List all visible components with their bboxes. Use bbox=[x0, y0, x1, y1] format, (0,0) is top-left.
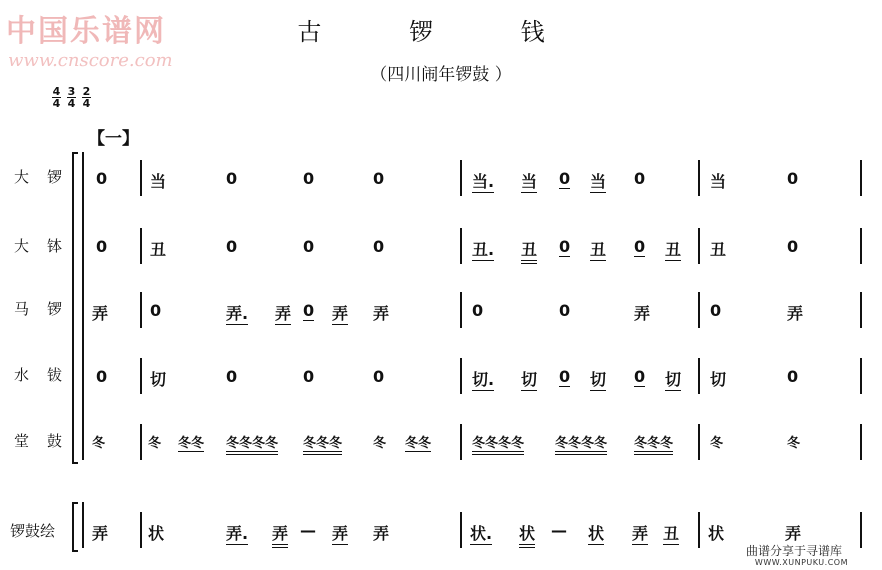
note: 当 bbox=[521, 169, 537, 193]
note: 0 bbox=[634, 367, 646, 386]
barline bbox=[460, 292, 462, 328]
note: 丑 bbox=[665, 237, 681, 261]
note: 冬冬 bbox=[405, 432, 431, 452]
barline bbox=[140, 292, 142, 328]
note: 切 bbox=[710, 370, 727, 389]
note: 冬冬冬冬 bbox=[555, 432, 607, 455]
note: 冬冬冬冬 bbox=[226, 432, 278, 455]
note: 丑 bbox=[150, 240, 167, 259]
instrument-da-bo: 大钵 bbox=[14, 237, 81, 255]
note: 冬冬冬 bbox=[303, 432, 342, 455]
note: 切. bbox=[472, 367, 494, 391]
instrument-ma-luo: 马锣 bbox=[14, 300, 81, 318]
note: 丑 bbox=[710, 240, 727, 259]
note: 弄 bbox=[92, 524, 109, 543]
note: 弄. bbox=[226, 521, 248, 545]
instrument-tang-gu: 堂鼓 bbox=[14, 432, 81, 450]
summary-bracket bbox=[72, 502, 78, 552]
note: 0 bbox=[150, 301, 162, 320]
note: 0 bbox=[226, 237, 238, 256]
note: 0 bbox=[303, 301, 315, 320]
barline bbox=[140, 512, 142, 548]
note: 冬 bbox=[710, 436, 724, 451]
barline bbox=[460, 358, 462, 394]
note: 弄 bbox=[332, 301, 348, 325]
barline bbox=[698, 512, 700, 548]
note: 状 bbox=[588, 521, 604, 545]
barline bbox=[860, 160, 862, 196]
barline bbox=[140, 228, 142, 264]
note: 0 bbox=[787, 367, 799, 386]
summary-start-barline bbox=[82, 502, 84, 548]
barline bbox=[140, 358, 142, 394]
instrument-da-luo: 大锣 bbox=[14, 168, 81, 186]
note: 丑 bbox=[521, 237, 537, 264]
note: 0 bbox=[226, 367, 238, 386]
score-subtitle: （四川闹年锣鼓 ） bbox=[370, 65, 512, 85]
barline bbox=[860, 228, 862, 264]
note: 0 bbox=[472, 301, 484, 320]
barline bbox=[698, 292, 700, 328]
barline bbox=[140, 424, 142, 460]
time-signature-2-4: $\frac{2}{4}$ bbox=[82, 85, 91, 110]
note: 状 bbox=[148, 524, 165, 543]
note: 弄 bbox=[332, 521, 348, 545]
barline bbox=[698, 160, 700, 196]
barline bbox=[698, 228, 700, 264]
note: 当 bbox=[150, 172, 167, 191]
note: 0 bbox=[303, 237, 315, 256]
instrument-luo-gu-hui: 锣鼓绘 bbox=[10, 522, 56, 540]
barline bbox=[698, 358, 700, 394]
note: 丑. bbox=[472, 237, 494, 261]
note: 冬冬 bbox=[178, 432, 204, 452]
note: 0 bbox=[96, 169, 108, 188]
watermark-site-name: 中国乐谱网 bbox=[6, 14, 166, 49]
note: 0 bbox=[559, 169, 571, 188]
note: 弄 bbox=[632, 521, 648, 545]
note: 0 bbox=[373, 237, 385, 256]
note: 冬 bbox=[92, 436, 106, 451]
note: 切 bbox=[665, 367, 681, 391]
note: 弄 bbox=[275, 301, 291, 325]
note: 弄. bbox=[226, 301, 248, 325]
section-label: 【一】 bbox=[88, 129, 139, 149]
note: 冬 bbox=[787, 436, 801, 451]
note: 弄 bbox=[634, 304, 651, 323]
instrument-shui-bo: 水钹 bbox=[14, 366, 81, 384]
note: 0 bbox=[303, 367, 315, 386]
note: 0 bbox=[303, 169, 315, 188]
time-signature-3-4: $\frac{3}{4}$ bbox=[67, 85, 76, 110]
note: 状. bbox=[470, 521, 492, 545]
time-signatures bbox=[52, 86, 91, 109]
note: 弄 bbox=[373, 304, 390, 323]
note: 冬冬冬 bbox=[634, 432, 673, 455]
note: 0 bbox=[373, 367, 385, 386]
note: 0 bbox=[787, 237, 799, 256]
barline bbox=[460, 228, 462, 264]
sustain-dash: — bbox=[551, 521, 567, 540]
note: 0 bbox=[226, 169, 238, 188]
note: 冬冬冬冬 bbox=[472, 432, 524, 455]
note: 弄 bbox=[92, 304, 109, 323]
time-signature-4-4: $\frac{4}{4}$ bbox=[52, 85, 61, 110]
note: 0 bbox=[373, 169, 385, 188]
barline bbox=[860, 358, 862, 394]
note: 丑 bbox=[663, 521, 679, 545]
note: 状 bbox=[519, 521, 535, 548]
barline bbox=[698, 424, 700, 460]
barline bbox=[860, 512, 862, 548]
note: 弄 bbox=[785, 524, 802, 543]
note: 0 bbox=[710, 301, 722, 320]
note: 0 bbox=[96, 367, 108, 386]
note: 状 bbox=[708, 524, 725, 543]
note: 丑 bbox=[590, 237, 606, 261]
note: 0 bbox=[787, 169, 799, 188]
note: 冬 bbox=[148, 436, 162, 451]
footer-url: WWW.XUNPUKU.COM bbox=[754, 558, 848, 567]
note: 切 bbox=[150, 370, 167, 389]
note: 0 bbox=[634, 237, 646, 256]
watermark-site-url: www.cnscore.com bbox=[8, 50, 173, 71]
system-bracket bbox=[72, 152, 78, 464]
note: 弄 bbox=[272, 521, 288, 548]
note: 0 bbox=[634, 169, 646, 188]
note: 当 bbox=[710, 172, 727, 191]
barline bbox=[860, 424, 862, 460]
note: 弄 bbox=[787, 304, 804, 323]
barline bbox=[460, 424, 462, 460]
barline bbox=[140, 160, 142, 196]
note: 冬 bbox=[373, 436, 387, 451]
note: 切 bbox=[521, 367, 537, 391]
note: 当 bbox=[590, 169, 606, 193]
note: 0 bbox=[559, 301, 571, 320]
barline bbox=[460, 512, 462, 548]
footer-credit: 曲谱分享于寻谱库 bbox=[745, 544, 842, 558]
note: 0 bbox=[96, 237, 108, 256]
score-title: 古 锣 钱 bbox=[297, 18, 585, 46]
sustain-dash: — bbox=[300, 521, 316, 540]
barline bbox=[860, 292, 862, 328]
note: 弄 bbox=[373, 524, 390, 543]
barline bbox=[460, 160, 462, 196]
note: 当. bbox=[472, 169, 494, 193]
note: 0 bbox=[559, 367, 571, 386]
start-barline bbox=[82, 152, 84, 460]
note: 0 bbox=[559, 237, 571, 256]
note: 切 bbox=[590, 367, 606, 391]
